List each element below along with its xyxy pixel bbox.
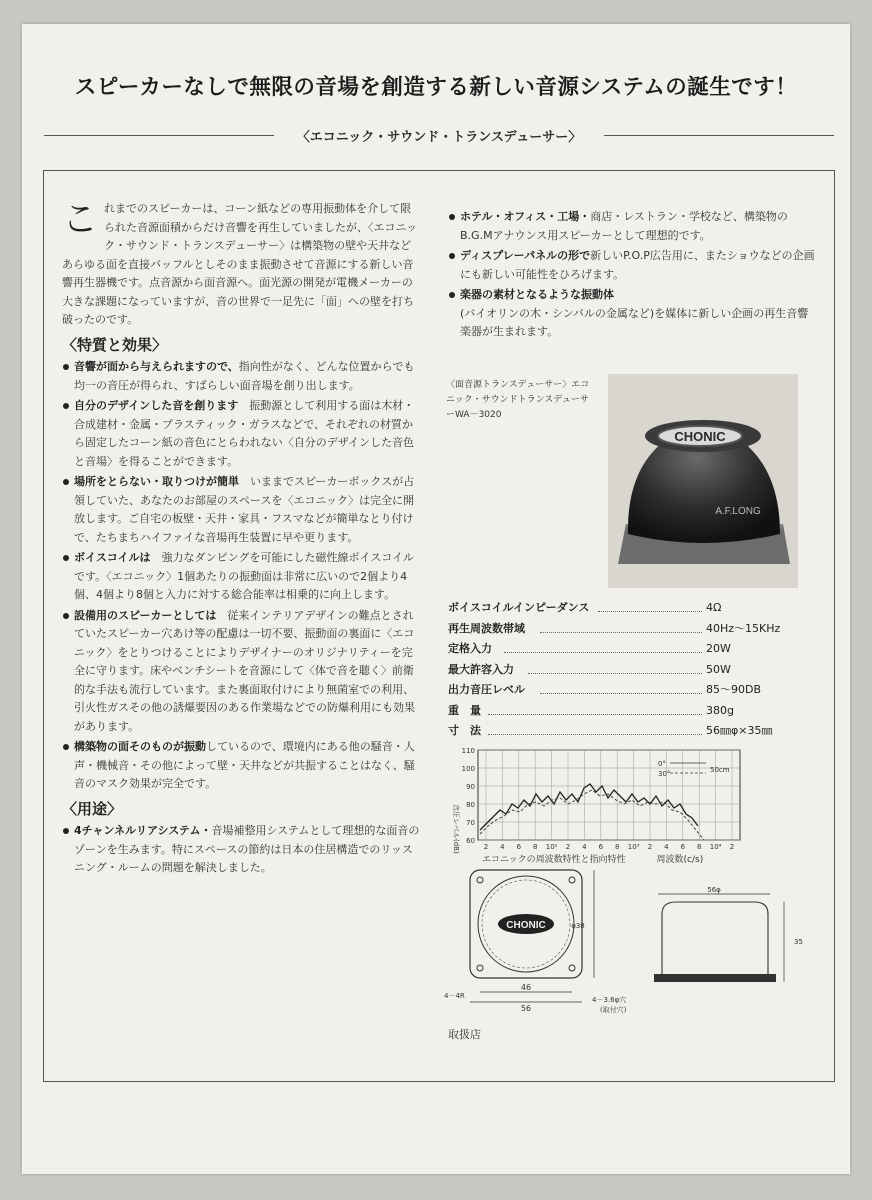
use-item [448,208,818,245]
spec-label: 出力音圧レベル [448,683,525,696]
spec-table [448,598,798,742]
dealer-label: 取扱店 [448,1028,481,1041]
graph-y-tick: 100 [461,765,475,773]
dim-holes: 4－3.6φ穴 [592,996,627,1004]
use-body: 商店・レストラン・学校など、構築物のB.G.Mアナウンス用スピーカーとして理想的です。 [460,210,788,242]
dim-corner-radius: 4－4R [444,992,465,1000]
product-photo [608,374,798,588]
graph-x-tick: 8 [696,843,702,851]
graph-x-tick: 4 [500,843,505,851]
headline: スピーカーなしで無限の音場を創造する新しい音源システムの誕生です！ [74,75,798,100]
use-item [448,247,818,284]
use-head: ディスプレーパネルの形で [460,249,591,262]
side-view-plate [654,974,776,982]
graph-x-tick: 8 [614,843,620,851]
side-text: A.F.LONG [715,506,761,517]
spec-value: 4Ω [706,601,722,614]
features-title: 〈特質と効果〉 [62,335,168,354]
graph-y-tick: 60 [466,837,475,845]
feature-item [62,358,420,395]
feature-head: 場所をとらない・取りつけが簡単 [74,475,239,488]
side-view-body [662,902,768,974]
response-curve-a [480,784,698,830]
spec-value: 85～90DB [706,683,762,696]
use-body: (バイオリンの木・シンバルの金属など)を媒体に新しい企画の再生音響楽器が生まれます。 [460,306,809,338]
spec-value: 56㎜φ×35㎜ [706,724,773,737]
feature-body: 指向性がなく、どんな位置からでも均一の音圧が得られ、すばらしい面音場を創り出します。 [74,360,415,392]
dim-side-height: 35 [794,938,803,946]
graph-x-tick: 10³ [627,843,640,851]
use-body: 新しいP.O.P広告用に、またショウなどの企画にも新しい可能性をひろげます。 [460,249,815,281]
graph-y-tick: 90 [466,783,475,791]
spec-value: 380g [706,703,734,717]
left-column [62,200,420,880]
transducer-illustration [608,374,798,588]
use-head: ホテル・オフィス・工場・ [460,210,591,223]
spec-label: 重 量 [448,703,481,717]
intro-dropcap: こ [62,199,99,240]
graph-y-tick: 110 [461,747,475,755]
feature-item [62,607,420,737]
response-curve-b [480,790,704,840]
use-item [448,286,818,342]
use-head: 楽器の素材となるような振動体 [460,288,614,301]
graph-x-tick: 6 [680,843,686,851]
graph-legend-a: 0° [658,760,666,768]
use-body: 音場補整用システムとして理想的な面音のゾーンを生みます。特にスペースの節約は日本の住居構造でのリッスニング・ルームの問題を解決しました。 [74,824,420,874]
graph-x-tick: 10⁴ [709,843,722,851]
graph-caption: エコニックの周波数特性と指向特性 [482,855,626,865]
spec-label: 寸 法 [448,724,481,737]
subtitle-rule-right [604,135,834,136]
drawings-svg [440,864,820,1014]
graph-y-tick: 70 [466,819,475,827]
feature-body: 振動源として利用する面は木材・合成建材・金属・プラスティック・ガラスなどで、それぞれの材質から固定したコーン紙の音色にとらわれない〈自分のデザインした音色と音場〉を得ることができます。 [74,399,415,468]
dim-width-outer: 56 [520,1004,532,1013]
dim-width-inner: 46 [520,983,532,992]
spec-row [448,639,798,660]
spec-label: 最大許容入力 [448,662,514,676]
frequency-graph [448,744,748,864]
frequency-graph-svg [448,744,748,854]
graph-x-tick: 2 [729,843,735,851]
graph-x-tick: 8 [532,843,538,851]
graph-x-tick: 2 [647,843,653,851]
feature-item [62,549,420,605]
spec-row [448,619,798,640]
photo-caption: 〈面音源トランスデューサー〉エコニック・サウンドトランスデューサーWA－3020 [446,380,590,420]
graph-x-tick: 6 [598,843,604,851]
spec-row [448,680,798,701]
logo-text: CHONIC [674,429,726,444]
feature-body: いままでスピーカーボックスが占領していた、あなたのお部屋のスペースを〈エコニック〉は完全に開放します。ご自宅の板壁・天井・家具・フスマなどが簡単なとり付けで、たちまちハイファイな音場再生装置に早や更ります。 [74,475,415,544]
graph-x-tick: 2 [565,843,571,851]
spec-value: 20W [706,642,731,655]
dim-holes-note: (取付穴) [600,1006,627,1014]
intro-text: れまでのスピーカーは、コーン紙などの専用振動体を介して限られた音源面積からだけ音響を再生していましたが、〈エコニック・サウンド・トランスデューサー〉は構築物の壁や天井などあらゆる面を直接バッフルとしそのまま振動させて音源にする新しい音響再生器機です。点音源から面音源へ。面光源の開発が電機メーカーの大きな課題になっていますが、音の世界で一足先に「面」への壁を打ち破ったのです。 [62,202,418,326]
graph-x-tick: 4 [582,843,587,851]
spec-row [448,701,798,722]
graph-y-tick: 80 [466,801,475,809]
use-head: 4チャンネルリアシステム・ [74,824,212,837]
spec-row [448,598,798,619]
graph-x-tick: 2 [483,843,489,851]
feature-body: 従来インテリアデザインの難点とされていたスピーカー穴あけ等の配慮は一切不要、振動面の裏面に〈エコニック〉をとりつけることによりデザイナーのオリジナリティーを完全に守ります。床やベンチシートを音源にして〈体で音を聴く〉前衛的な手法も流行しています。また裏面取付けにより無菌室での利用、引火性ガスその他の誘爆要因のある作業場などでの防爆利用にも効果があります。 [74,608,415,733]
graph-xlabel: 周波数(c/s) [656,855,704,865]
feature-body: しているので、環境内にある他の騒音・人声・機械音・その他によって壁・天井などが共振することはなく、騒音のマスク効果が完全です。 [74,740,415,790]
graph-x-tick: 4 [664,843,669,851]
feature-head: 構築物の面そのものが振動 [74,740,206,753]
use-item [62,822,420,878]
right-column [448,208,818,344]
uses-title: 〈用途〉 [62,799,123,818]
spec-row [448,660,798,681]
feature-item [62,397,420,471]
graph-legend-distance: 50cm [710,766,730,774]
front-view-logo: CHONIC [506,920,546,931]
spec-label: 再生周波数帯域 [448,621,525,635]
feature-item [62,738,420,794]
graph-x-tick: 10² [545,843,558,851]
subtitle: 〈エコニック・サウンド・トランスデューサー〉 [296,130,582,145]
graph-ylabel: 音圧レベル(dB) [452,804,460,854]
dim-height: φ38 [571,922,585,930]
intro-paragraph [62,200,420,330]
feature-body: 強力なダンピングを可能にした磁性線ボイスコイルです。〈エコニック〉1個あたりの振動面は非常に広いので2個より4個、4個より8個と入力に対する総合能率は相乗的に向上します。 [74,551,415,601]
graph-legend-b: 30° [658,770,671,778]
dim-side-width: 56φ [707,886,721,894]
technical-drawings [440,864,820,1014]
feature-item [62,473,420,547]
graph-x-tick: 6 [516,843,522,851]
feature-head: 音響が面から与えられますので、 [74,360,239,373]
feature-head: 自分のデザインした音を創ります [74,399,239,412]
subtitle-row [44,124,834,146]
spec-value: 40Hz～15KHz [706,621,781,635]
spec-row [448,721,798,742]
feature-head: ボイスコイルは [74,551,151,564]
spec-label: 定格入力 [448,642,492,655]
spec-label: ボイスコイルインピーダンス [448,601,590,614]
feature-head: 設備用のスピーカーとしては [74,608,217,622]
spec-value: 50W [706,662,731,676]
